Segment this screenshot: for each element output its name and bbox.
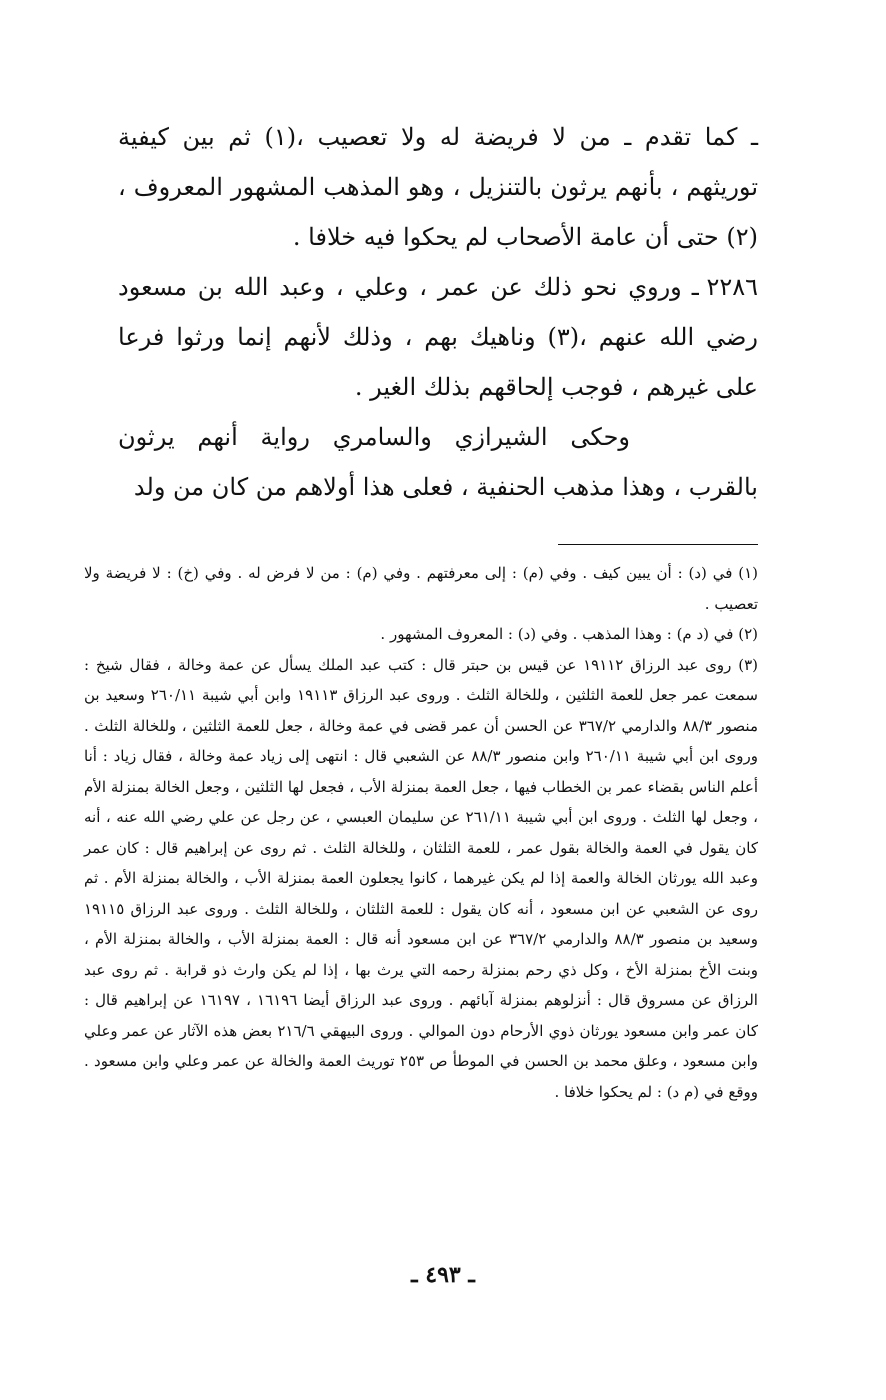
main-text (118, 112, 758, 512)
footnote-2: (٢) في (د م) : وهذا المذهب . وفي (د) : المعروف المشهور . (380, 625, 758, 643)
main-paragraph-3-text: وحكى الشيرازي والسامري رواية أنهم يرثون بالقرب ، وهذا مذهب الحنفية ، فعلى هذا أولاهم من كان من ولد (118, 423, 758, 501)
main-paragraph-2 (118, 262, 758, 412)
main-paragraph-2-text: وروي نحو ذلك عن عمر ، وعلي ، وعبد الله بن مسعود رضي الله عنهم ،(٣) وناهيك بهم ، وذلك لأنهم إنما ورثوا فرعا على غيرهم ، فوجب إلحاقهم بذلك الغير . (118, 273, 759, 401)
footnote-separator (558, 544, 758, 545)
paragraph-number: ٢٢٨٦ ـ (691, 273, 758, 301)
footnotes (84, 558, 758, 1107)
main-paragraph-3 (118, 412, 758, 512)
main-paragraph-1: ـ كما تقدم ـ من لا فريضة له ولا تعصيب ،(١) ثم بين كيفية توريثهم ، بأنهم يرثون بالتنزيل ، وهو المذهب المشهور المعروف ،(٢) حتى أن عامة الأصحاب لم يحكوا فيه خلافا . (118, 123, 758, 251)
page-number: ـ ٤٩٣ ـ (411, 1262, 475, 1288)
footnote-1: (١) في (د) : أن يبين كيف . وفي (م) : إلى معرفتهم . وفي (م) : من لا فرض له . وفي (خ) : لا فريضة ولا تعصيب . (84, 564, 758, 613)
footnote-3: (٣) روى عبد الرزاق ١٩١١٢ عن قيس بن حبتر قال : كتب عبد الملك يسأل عن عمة وخالة ، فقال شيخ : سمعت عمر جعل للعمة الثلثين ، وللخالة الثلث . وروى عبد الرزاق ١٩١١٣ وابن أبي شيبة ٢٦٠/١١ وسعيد بن منصور ٨٨/٣ والدارمي ٣٦٧/٢ عن الحسن أن عمر قضى في عمة وخالة ، جعل للعمة الثلثين ، وللخالة الثلث . وروى ابن أبي شيبة ٢٦٠/١١ وابن منصور ٨٨/٣ عن الشعبي قال : انتهى إلى زياد عمة وخالة ، فقال زياد : أنا أعلم الناس بقضاء عمر بن الخطاب فيها ، جعل العمة بمنزلة الأب ، فجعل لها الثلثين ، وجعل الخالة بمنزلة الأم ، وجعل لها الثلث . وروى ابن أبي شيبة ٢٦١/١١ عن سليمان العبسي ، عن رجل عن علي رضي الله عنه ، أنه كان يقول في العمة والخالة بقول عمر ، للعمة الثلثان ، وللخالة الثلث . ثم روى عن إبراهيم قال : كان عمر وعبد الله يورثان الخالة والعمة إذا لم يكن غيرهما ، كانوا يجعلون العمة بمنزلة الأب ، والخالة بمنزلة الأم . ثم روى عن الشعبي عن ابن مسعود ، أنه كان يقول : للعمة الثلثان ، وللخالة الثلث . وروى عبد الرزاق ١٩١١٥ وسعيد بن منصور ٨٨/٣ والدارمي ٣٦٧/٢ عن ابن مسعود أنه قال : العمة بمنزلة الأب ، والخالة بمنزلة الأم ، وبنت الأخ بمنزلة الأخ ، وكل ذي رحم بمنزلة رحمه التي يرث بها ، إذا لم يكن وارث ذو قرابة . ثم روى عبد الرزاق عن مسروق قال : أنزلوهم بمنزلة آبائهم . وروى عبد الرزاق أيضا ١٦١٩٦ ، ١٦١٩٧ عن إبراهيم قال : كان عمر وابن مسعود يورثان ذوي الأرحام دون الموالي . وروى البيهقي ٢١٦/٦ بعض هذه الآثار عن عمر وعلي وابن مسعود ، وعلق محمد بن الحسن في الموطأ ص ٢٥٣ توريث العمة والخالة عن عمر وعلي وابن مسعود . ووقع في (م د) : لم يحكوا خلافا . (84, 655, 759, 1101)
